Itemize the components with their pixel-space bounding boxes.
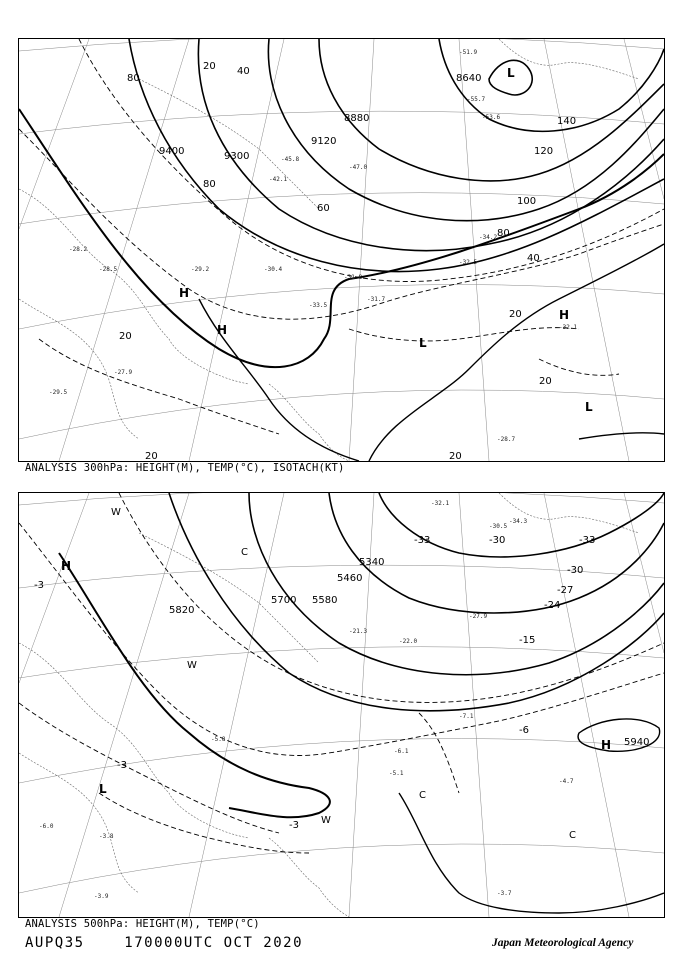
height-labels-500 [169, 557, 649, 748]
map-300hpa-canvas [19, 39, 664, 461]
temp-observation: -28.2 [69, 246, 88, 253]
isotherms-500 [19, 493, 664, 853]
isotherm-label: -33 [579, 535, 596, 546]
temp-observation: -34.2 [479, 234, 498, 241]
temp-observation: -5.1 [389, 770, 404, 777]
chart-code: AUPQ35 [25, 935, 85, 951]
temp-observation: -30.4 [264, 266, 283, 273]
temp-observation: -31.7 [367, 296, 386, 303]
low-pressure-marker: L [585, 400, 593, 414]
temp-observation: -34.3 [509, 518, 528, 525]
high-pressure-marker: H [217, 323, 228, 337]
isotach-label: 100 [517, 196, 537, 207]
isotach-label: 40 [527, 253, 540, 264]
warm-mark: W [321, 815, 331, 826]
isotach-label: 20 [119, 331, 132, 342]
isotach-label: 80 [203, 179, 216, 190]
height-label: 5340 [359, 557, 385, 568]
map-500hpa-canvas [19, 493, 664, 917]
isotach-label: 60 [317, 203, 330, 214]
isotach-label: 120 [534, 146, 554, 157]
map-caption-500hpa: ANALYSIS 500hPa: HEIGHT(M), TEMP(°C) [25, 918, 260, 930]
high-pressure-marker: H [559, 308, 570, 322]
height-labels-300 [159, 73, 481, 162]
map-panel-300hpa [18, 38, 665, 462]
temp-observation: -29.2 [191, 266, 210, 273]
temperature-labels-500 [34, 535, 595, 831]
height-label: 5700 [271, 595, 297, 606]
temp-observation: -22.0 [399, 638, 418, 645]
height-label: 9400 [159, 146, 185, 157]
temp-observation: -45.8 [281, 156, 300, 163]
isotherm-label: -3 [117, 760, 127, 771]
temp-observation: -51.9 [459, 49, 478, 56]
high-pressure-marker: H [61, 559, 72, 573]
temp-observation: -47.0 [349, 164, 368, 171]
isotherm-label: -15 [519, 635, 536, 646]
isotach-label: 80 [127, 73, 140, 84]
isotherm-label: -30 [489, 535, 506, 546]
high-pressure-marker: H [179, 286, 190, 300]
isotach-label: 40 [237, 66, 250, 77]
isotherm-label: -3 [289, 820, 299, 831]
height-label: 5940 [624, 737, 650, 748]
isotherm-label: -3 [34, 580, 44, 591]
height-label: 8640 [456, 73, 482, 84]
high-pressure-marker: H [601, 738, 612, 752]
isotach-label: 20 [449, 451, 462, 461]
temp-observation: -27.9 [469, 613, 488, 620]
valid-time: 170000UTC OCT 2020 [124, 935, 304, 951]
temp-observation: -32.1 [431, 500, 450, 507]
agency-credit: Japan Meteorological Agency [492, 937, 634, 949]
temp-observation: -3.7 [497, 890, 512, 897]
temperature-samples-300 [49, 49, 577, 443]
isotherm-label: -30 [567, 565, 584, 576]
temp-observation: -29.5 [49, 389, 68, 396]
temp-observation: -3.9 [94, 893, 109, 900]
isotach-label: 80 [497, 228, 510, 239]
isotach-label: 20 [509, 309, 522, 320]
isotherm-label: -33 [414, 535, 431, 546]
low-pressure-marker: L [507, 66, 515, 80]
isotherm-label: -24 [544, 600, 561, 611]
height-contours-500 [59, 493, 664, 913]
temp-observation: -21.3 [349, 628, 368, 635]
coastlines [19, 493, 639, 917]
temp-observation: -30.5 [489, 523, 508, 530]
height-label: 8880 [344, 113, 370, 124]
warm-mark: W [111, 507, 121, 518]
isotherm-label: -6 [519, 725, 529, 736]
temp-observation: -28.7 [497, 436, 516, 443]
isotach-label: 20 [203, 61, 216, 72]
temp-observation: -53.6 [482, 114, 501, 121]
height-label: 5460 [337, 573, 363, 584]
temp-observation: -7.1 [459, 713, 474, 720]
temp-observation: -32.5 [459, 259, 478, 266]
low-pressure-marker: L [419, 336, 427, 350]
temp-observation: -5.8 [211, 736, 226, 743]
temp-observation: -31.8 [344, 274, 363, 281]
cold-mark: C [569, 830, 576, 841]
coastlines [19, 39, 639, 461]
height-label: 9120 [311, 136, 337, 147]
low-pressure-marker: L [99, 782, 107, 796]
height-label: 5580 [312, 595, 338, 606]
map-caption-300hpa: ANALYSIS 300hPa: HEIGHT(M), TEMP(°C), ISOTACH(KT) [25, 462, 345, 474]
temp-observation: -28.5 [99, 266, 118, 273]
isotherm-label: -27 [557, 585, 574, 596]
isotach-label: 140 [557, 116, 577, 127]
graticule [19, 493, 664, 917]
cold-mark: C [419, 790, 426, 801]
temp-observation: -6.1 [394, 748, 409, 755]
temp-observation: -33.5 [309, 302, 328, 309]
map-panel-500hpa [18, 492, 665, 918]
temp-observation: -32.1 [559, 324, 578, 331]
temp-observation: -55.7 [467, 96, 486, 103]
isotach-label: 20 [145, 451, 158, 461]
temp-observation: -3.8 [99, 833, 114, 840]
warm-mark: W [187, 660, 197, 671]
chart-identifier [25, 935, 303, 951]
height-label: 5820 [169, 605, 195, 616]
isotach-label: 20 [539, 376, 552, 387]
temperature-samples-500 [39, 500, 574, 900]
temp-observation: -6.0 [39, 823, 54, 830]
temp-observation: -27.9 [114, 369, 133, 376]
temp-observation: -4.7 [559, 778, 574, 785]
temp-observation: -42.1 [269, 176, 288, 183]
height-label: 9300 [224, 151, 250, 162]
cold-mark: C [241, 547, 248, 558]
